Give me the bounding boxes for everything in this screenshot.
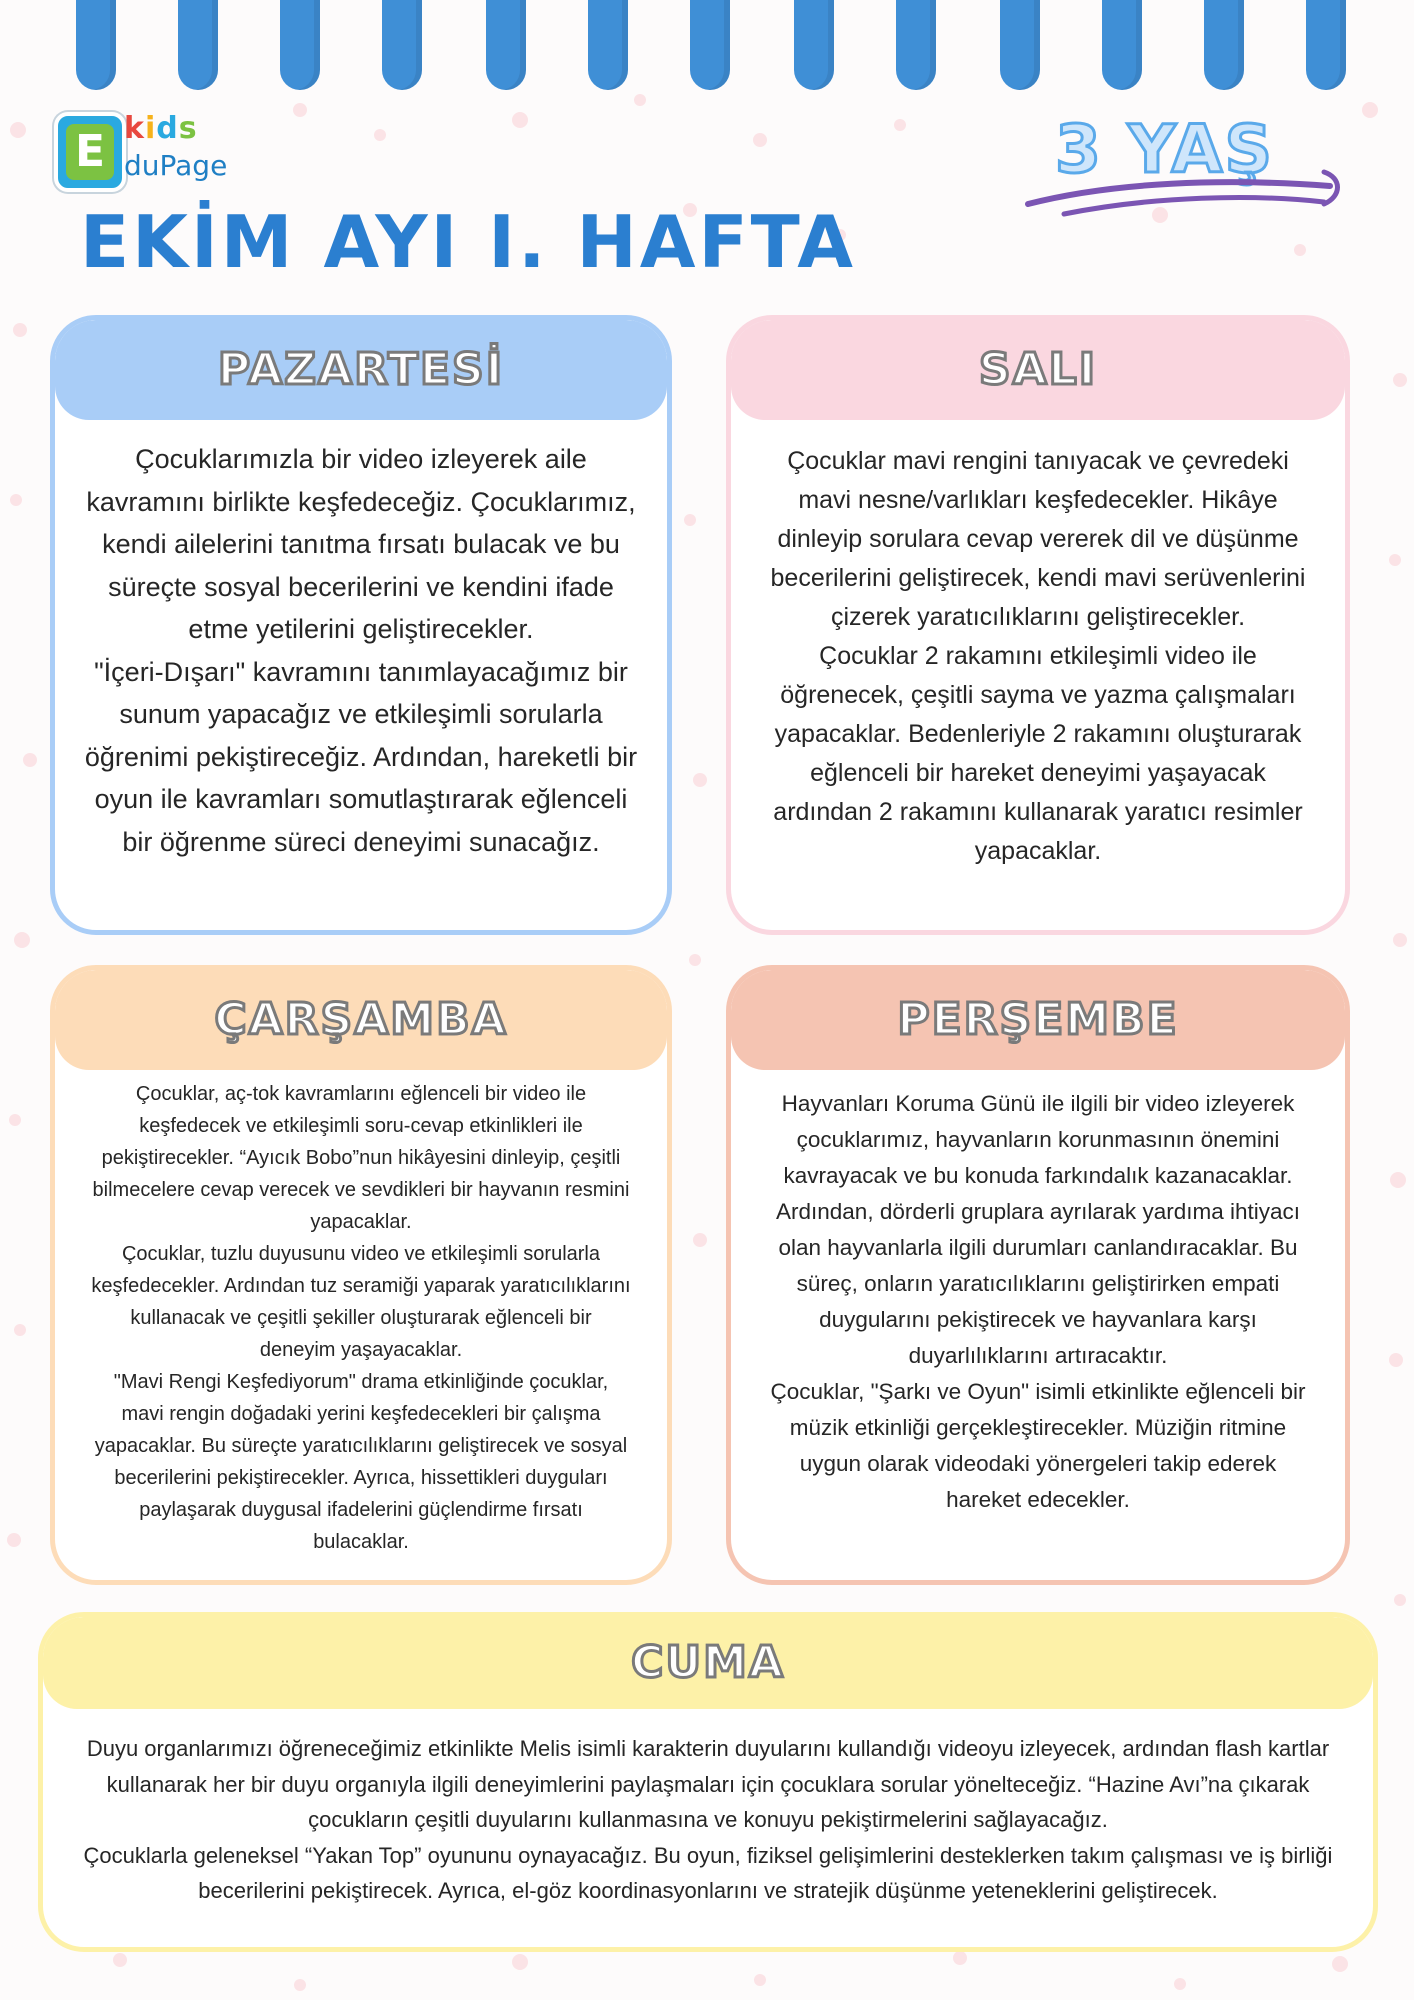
wednesday-header: [55, 970, 667, 1070]
monday-card: [50, 315, 672, 935]
friday-card: [38, 1612, 1378, 1952]
binding-ring: [76, 0, 116, 90]
notebook-binding: [0, 0, 1414, 100]
binding-ring: [1306, 0, 1346, 90]
tuesday-title: SALI: [978, 344, 1098, 395]
friday-header: [43, 1617, 1373, 1709]
wednesday-card: [50, 965, 672, 1585]
binding-ring: [1000, 0, 1040, 90]
wednesday-title: ÇARŞAMBA: [214, 994, 508, 1045]
tuesday-card: [726, 315, 1350, 935]
monday-title: PAZARTESİ: [217, 344, 505, 395]
tuesday-header: [731, 320, 1345, 420]
thursday-title: PERŞEMBE: [897, 994, 1179, 1045]
page-title: EKİM AYI I. HAFTA: [80, 200, 856, 284]
binding-ring: [1102, 0, 1142, 90]
friday-paragraph: Çocuklarla geleneksel “Yakan Top” oyununu oynayacağız. Bu oyun, fiziksel gelişimlerini desteklerken takım çalışması ve iş birliği becerilerini pekiştirecek. Ayrıca, el-göz koordinasyonlarını ve stratejik düşünme yeteneklerini geliştirecek.: [83, 1842, 1333, 1903]
binding-ring: [486, 0, 526, 90]
tuesday-paragraph: Çocuklar mavi rengini tanıyacak ve çevredeki mavi nesne/varlıkları keşfedecekler. Hikâye dinleyip sorulara cevap vererek dil ve düşünme becerilerini geliştirecek, kendi mavi serüvenlerini çizerek yaratıcılıklarını geliştirecekler.: [770, 447, 1306, 631]
tuesday-paragraph: Çocuklar 2 rakamını etkileşimli video ile öğrenecek, çeşitli sayma ve yazma çalışmaları yapacaklar. Bedenleriyle 2 rakamını oluşturarak eğlenceli bir hareket deneyimi yaşayacak ardından 2 rakamını kullanarak yaratıcı resimler yapacaklar.: [773, 642, 1303, 865]
friday-title: CUMA: [631, 1637, 785, 1688]
edupage-kids-logo: [54, 112, 234, 192]
binding-ring: [178, 0, 218, 90]
tuesday-body: [731, 420, 1345, 871]
wednesday-paragraph: Çocuklar, tuzlu duyusunu video ve etkileşimli sorularla keşfedecekler. Ardından tuz seramiği yaparak yaratıcılıklarını kullanacak ve çeşitli şekiller oluşturarak eğlenceli bir deneyim yaşayacaklar.: [91, 1243, 631, 1361]
thursday-card: [726, 965, 1350, 1585]
logo-e-letter: E: [66, 124, 114, 180]
thursday-body: [731, 1070, 1345, 1518]
monday-header: [55, 320, 667, 420]
logo-kids-text: kids: [124, 111, 198, 146]
binding-ring: [588, 0, 628, 90]
monday-paragraph: "İçeri-Dışarı" kavramını tanımlayacağımız bir sunum yapacağız ve etkileşimli sorularla öğrenimi pekiştireceğiz. Ardından, hareketli bir oyun ile kavramları somutlaştırarak eğlenceli bir öğrenme süreci deneyimi sunacağız.: [84, 656, 638, 857]
binding-ring: [382, 0, 422, 90]
friday-body: [43, 1709, 1373, 1909]
wednesday-paragraph: "Mavi Rengi Keşfediyorum" drama etkinliğinde çocuklar, mavi rengin doğadaki yerini keşfedecekleri bir çalışma yapacaklar. Bu süreçte yaratıcılıklarını geliştirecek ve sosyal becerilerini pekiştirecekler. Ayrıca, hissettikleri duyguları paylaşarak duygusal ifadelerini güçlendirme fırsatı bulacaklar.: [94, 1371, 628, 1553]
monday-paragraph: Çocuklarımızla bir video izleyerek aile kavramını birlikte keşfedeceğiz. Çocuklarımız, kendi ailelerini tanıtma fırsatı bulacak ve bu süreçte sosyal becerilerini ve kendini ifade etme yetilerini geliştirecekler.: [86, 444, 636, 644]
monday-body: [55, 420, 667, 863]
binding-ring: [280, 0, 320, 90]
age-label: 3 YAŞ: [1055, 111, 1274, 188]
logo-e-badge: [54, 112, 126, 192]
binding-ring: [1204, 0, 1244, 90]
wednesday-body: [55, 1070, 667, 1558]
wednesday-paragraph: Çocuklar, aç-tok kavramlarını eğlenceli bir video ile keşfedecek ve etkileşimli soru-cevap etkinlikleri ile pekiştirecekler. “Ayıcık Bobo”nun hikâyesini dinleyip, çeşitli bilmecelere cevap verecek ve sevdikleri bir hayvanın resmini yapacaklar.: [92, 1083, 630, 1233]
thursday-header: [731, 970, 1345, 1070]
binding-ring: [896, 0, 936, 90]
friday-paragraph: Duyu organlarımızı öğreneceğimiz etkinlikte Melis isimli karakterin duyularını kullandığı videoyu izleyecek, ardından flash kartlar kullanarak her bir duyu organıyla ilgili deneyimlerini paylaşmaları için çocuklara sorular yönelteceğiz. “Hazine Avı”na çıkarak çocukların çeşitli duyularını kullanmasına ve konuyu pekiştirmelerini sağlayacağız.: [86, 1736, 1330, 1832]
thursday-paragraph: Hayvanları Koruma Günü ile ilgili bir video izleyerek çocuklarımız, hayvanların korunmasının önemini kavrayacak ve bu konuda farkındalık kazanacaklar. Ardından, dörderli gruplara ayrılarak yardıma ihtiyacı olan hayvanlarla ilgili durumları canlandıracaklar. Bu süreç, onların yaratıcılıklarını geliştirirken empati duygularını pekiştirecek ve hayvanlara karşı duyarlılıklarını artıracaktır.: [776, 1091, 1300, 1368]
thursday-paragraph: Çocuklar, "Şarkı ve Oyun" isimli etkinlikte eğlenceli bir müzik etkinliği gerçekleştirecekler. Müziğin ritmine uygun olarak videodaki yönergeleri takip ederek hareket edecekler.: [770, 1379, 1306, 1512]
logo-edupage-text: duPage: [124, 149, 228, 182]
binding-ring: [794, 0, 834, 90]
binding-ring: [690, 0, 730, 90]
swoosh-decoration: [1024, 168, 1344, 218]
